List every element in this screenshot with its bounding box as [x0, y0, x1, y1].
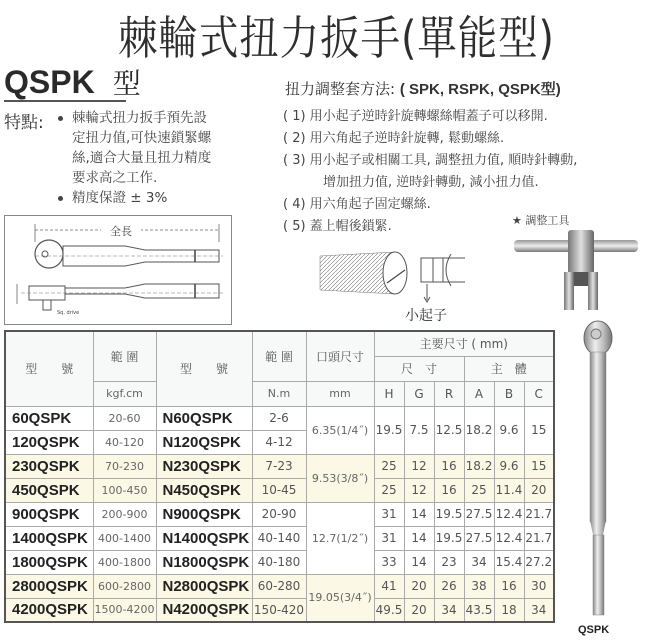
col-r: R — [434, 381, 464, 406]
table-row — [5, 574, 554, 598]
cell-h: 25 — [374, 454, 404, 478]
cell-h: 41 — [374, 574, 404, 598]
features-label: 特點: — [4, 113, 44, 133]
cell-g: 12 — [404, 478, 434, 502]
cell-model-n: N450QSPK — [156, 478, 252, 502]
cell-g: 20 — [404, 598, 434, 622]
cell-nm: 4-12 — [252, 430, 306, 454]
cell-model: 450QSPK — [5, 478, 93, 502]
cell-model: 60QSPK — [5, 406, 93, 430]
cell-b: 11.4 — [494, 478, 524, 502]
col-c: C — [524, 381, 554, 406]
cell-c: 34 — [524, 598, 554, 622]
col-header-drive: 口頭尺寸 — [306, 331, 374, 381]
cell-h: 31 — [374, 502, 404, 526]
cell-b: 9.6 — [494, 454, 524, 478]
cell-drive: 6.35(1/4˝) — [306, 406, 374, 454]
table-row — [5, 502, 554, 526]
cell-a: 38 — [464, 574, 494, 598]
cell-nm: 10-45 — [252, 478, 306, 502]
adjust-tool-label: ★ 調整工具 — [512, 214, 570, 227]
cell-r: 19.5 — [434, 502, 464, 526]
cell-kgf: 1500-4200 — [93, 598, 156, 622]
model-suffix: 型 — [112, 68, 141, 99]
cell-model: 2800QSPK — [5, 574, 93, 598]
adjust-tool-icon — [512, 228, 640, 320]
cell-drive: 12.7(1/2˝) — [306, 502, 374, 574]
col-header-main-dims: 主要尺寸 ( mm) — [374, 331, 554, 356]
table-row — [5, 550, 554, 574]
cell-c: 20 — [524, 478, 554, 502]
cell-model: 1400QSPK — [5, 526, 93, 550]
step-item: ( 4) 用六角起子固定螺絲. — [283, 197, 431, 212]
adjust-method-title — [285, 78, 561, 99]
cell-nm: 7-23 — [252, 454, 306, 478]
col-header-dims: 尺 寸 — [374, 356, 464, 381]
cell-kgf: 40-120 — [93, 430, 156, 454]
cell-h: 19.5 — [374, 406, 404, 454]
cell-c: 21.7 — [524, 526, 554, 550]
model-underline — [4, 100, 126, 102]
step-item: ( 1) 用小起子逆時針旋轉螺絲帽蓋子可以移開. — [283, 109, 548, 124]
svg-text:全長: 全長 — [110, 225, 132, 238]
table-row — [5, 526, 554, 550]
cell-r: 12.5 — [434, 406, 464, 454]
cell-r: 16 — [434, 454, 464, 478]
cell-nm: 40-140 — [252, 526, 306, 550]
cell-model: 4200QSPK — [5, 598, 93, 622]
cell-kgf: 200-900 — [93, 502, 156, 526]
cell-nm: 40-180 — [252, 550, 306, 574]
method-applies: ( SPK, RSPK, QSPK型) — [399, 81, 561, 98]
col-h: H — [374, 381, 404, 406]
cell-c: 21.7 — [524, 502, 554, 526]
feature-item: 精度保證 ± 3% — [58, 188, 218, 208]
cell-r: 26 — [434, 574, 464, 598]
product-image-label: QSPK — [578, 624, 610, 636]
cell-r: 34 — [434, 598, 464, 622]
wrench-drawing-icon — [5, 216, 231, 324]
cell-b: 9.6 — [494, 406, 524, 454]
col-header-range: 範 圍 — [93, 331, 156, 381]
step-item: ( 3) 用小起子或相關工具, 調整扭力值, 順時針轉動, — [283, 153, 578, 168]
cell-model: 1800QSPK — [5, 550, 93, 574]
cell-h: 33 — [374, 550, 404, 574]
cell-g: 14 — [404, 502, 434, 526]
cell-model-n: N4200QSPK — [156, 598, 252, 622]
step-item: ( 2) 用六角起子逆時針旋轉, 鬆動螺絲. — [283, 131, 505, 146]
cell-nm: 150-420 — [252, 598, 306, 622]
method-title-text: 扭力調整套方法: — [285, 80, 396, 98]
screwdriver-label: 小起子 — [405, 308, 447, 324]
cell-model-n: N60QSPK — [156, 406, 252, 430]
cell-model: 900QSPK — [5, 502, 93, 526]
cell-model-n: N1800QSPK — [156, 550, 252, 574]
svg-text:Sq. drive: Sq. drive — [57, 310, 80, 316]
cell-a: 18.2 — [464, 406, 494, 454]
cell-drive: 9.53(3/8˝) — [306, 454, 374, 502]
cell-kgf: 70-230 — [93, 454, 156, 478]
cell-h: 31 — [374, 526, 404, 550]
cell-b: 15.4 — [494, 550, 524, 574]
cell-h: 25 — [374, 478, 404, 502]
cell-kgf: 400-1800 — [93, 550, 156, 574]
col-header-range-n: 範 圍 — [252, 331, 306, 381]
torque-wrench-product-icon — [570, 320, 630, 620]
cell-a: 43.5 — [464, 598, 494, 622]
cell-kgf: 20-60 — [93, 406, 156, 430]
cell-model-n: N120QSPK — [156, 430, 252, 454]
cell-nm: 60-280 — [252, 574, 306, 598]
wrench-dimension-diagram — [4, 215, 232, 325]
cell-r: 19.5 — [434, 526, 464, 550]
step-item: ( 5) 蓋上帽後鎖緊. — [283, 219, 392, 234]
cell-a: 25 — [464, 478, 494, 502]
table-row — [5, 454, 554, 478]
cell-g: 12 — [404, 454, 434, 478]
model-name: QSPK — [4, 64, 95, 100]
cell-model-n: N230QSPK — [156, 454, 252, 478]
cell-c: 15 — [524, 406, 554, 454]
unit-mm: mm — [306, 381, 374, 406]
cell-model-n: N900QSPK — [156, 502, 252, 526]
cell-h: 49.5 — [374, 598, 404, 622]
cell-a: 27.5 — [464, 502, 494, 526]
cell-kgf: 600-2800 — [93, 574, 156, 598]
cell-g: 14 — [404, 550, 434, 574]
cell-g: 20 — [404, 574, 434, 598]
table-row — [5, 406, 554, 430]
cell-b: 18 — [494, 598, 524, 622]
cell-nm: 2-6 — [252, 406, 306, 430]
spec-table — [4, 330, 555, 623]
cell-a: 18.2 — [464, 454, 494, 478]
cell-model: 120QSPK — [5, 430, 93, 454]
cell-model-n: N2800QSPK — [156, 574, 252, 598]
table-row — [5, 478, 554, 502]
feature-item: 棘輪式扭力扳手預先設定扭力值,可快速鎖緊螺絲,適合大量且扭力精度要求高之工作. — [58, 108, 218, 188]
cell-r: 23 — [434, 550, 464, 574]
cell-b: 12.4 — [494, 526, 524, 550]
screwdriver-adjust-diagram-icon — [315, 248, 465, 308]
features-list — [58, 108, 218, 208]
page-title: 棘輪式扭力扳手(單能型) — [118, 11, 555, 65]
col-b: B — [494, 381, 524, 406]
col-header-body: 主 體 — [464, 356, 554, 381]
unit-kgf: kgf.cm — [93, 381, 156, 406]
cell-a: 34 — [464, 550, 494, 574]
cell-c: 30 — [524, 574, 554, 598]
unit-nm: N.m — [252, 381, 306, 406]
cell-g: 14 — [404, 526, 434, 550]
cell-b: 16 — [494, 574, 524, 598]
cell-drive: 19.05(3/4˝) — [306, 574, 374, 622]
model-heading — [4, 62, 141, 102]
col-header-model: 型 號 — [5, 331, 93, 406]
cell-kgf: 100-450 — [93, 478, 156, 502]
step-item-continued: 增加扭力值, 逆時針轉動, 減小扭力值. — [323, 175, 539, 190]
cell-kgf: 400-1400 — [93, 526, 156, 550]
table-row — [5, 598, 554, 622]
cell-r: 16 — [434, 478, 464, 502]
col-a: A — [464, 381, 494, 406]
cell-c: 15 — [524, 454, 554, 478]
cell-b: 12.4 — [494, 502, 524, 526]
cell-model-n: N1400QSPK — [156, 526, 252, 550]
cell-model: 230QSPK — [5, 454, 93, 478]
cell-a: 27.5 — [464, 526, 494, 550]
col-g: G — [404, 381, 434, 406]
cell-c: 27.2 — [524, 550, 554, 574]
cell-nm: 20-90 — [252, 502, 306, 526]
col-header-model-n: 型 號 — [156, 331, 252, 406]
cell-g: 7.5 — [404, 406, 434, 454]
